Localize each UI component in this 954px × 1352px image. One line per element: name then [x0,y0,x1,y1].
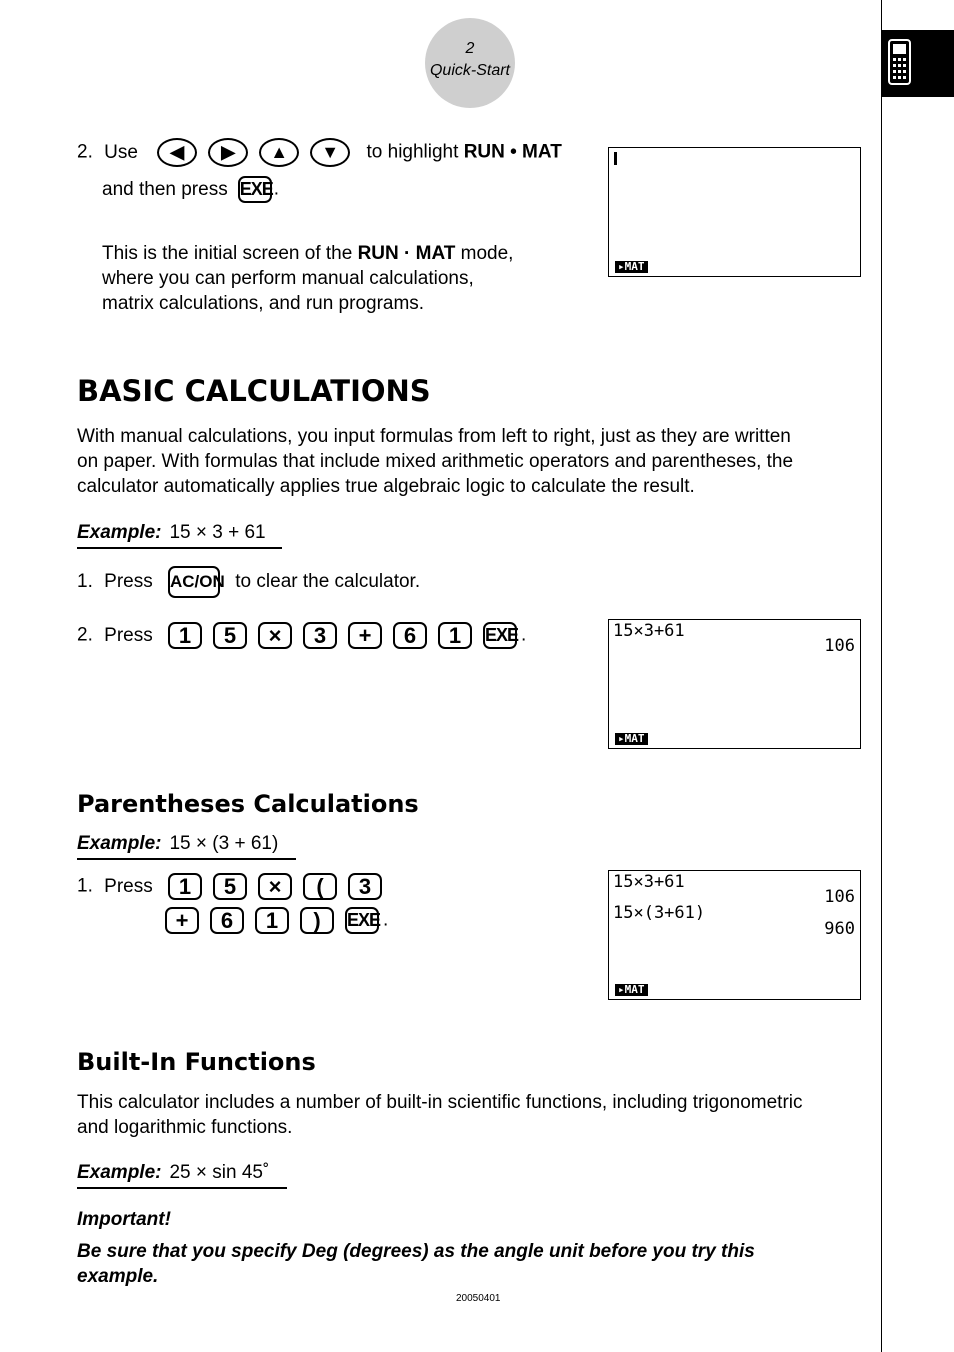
step-number: 2. [77,624,93,646]
screen-expression: 15×3+61 [613,621,685,641]
key-5: 5 [213,873,247,900]
calculator-icon [882,30,954,97]
ac-on-key: AC/ON [168,566,220,598]
example-basic [77,522,282,549]
open-paren-key: ( [303,873,337,900]
example-builtin [77,1162,287,1189]
builtin-intro [77,1090,867,1140]
intro-line: With manual calculations, you input formulas from left to right, just as they are written [77,426,791,447]
key-6: 6 [210,907,244,934]
section-title-parentheses: Parentheses Calculations [77,790,419,818]
mat-indicator: ▸MAT [615,984,648,996]
step-use-line2 [102,176,279,203]
chapter-tab [882,30,954,97]
page-number: 2 [465,40,475,57]
paren-step1 [77,873,393,900]
key-1: 1 [168,873,202,900]
step-text: and then press [102,178,228,200]
example-label: Example: [77,833,162,854]
desc-text: matrix calculations, and run programs. [102,293,425,314]
key-1: 1 [255,907,289,934]
screen-result: 960 [824,919,855,939]
intro-line: calculator automatically applies true algebraic logic to calculate the result. [77,476,695,497]
step-text: Use [104,141,138,163]
up-arrow-key: ▲ [259,138,299,167]
calc-screen-initial [608,147,861,277]
note-line: Be sure that you specify Deg (degrees) as the angle unit before you try this [77,1241,755,1262]
step-text: to clear the calculator. [235,571,421,593]
key-3: 3 [348,873,382,900]
step-number: 2. [77,141,93,163]
basic-step1 [77,566,420,598]
key-1: 1 [438,622,472,649]
important-label: Important! [77,1209,171,1230]
step-text: Press [104,624,153,646]
mat-indicator: ▸MAT [615,261,648,273]
run-mat-description [102,241,582,316]
example-expression: 15 × 3 + 61 [169,522,266,543]
left-arrow-key: ◀ [157,138,197,167]
basic-step2 [77,622,526,649]
intro-line: and logarithmic functions. [77,1117,293,1138]
mode-name: RUN · MAT [357,243,456,264]
period: . [273,178,279,200]
example-label: Example: [77,1162,162,1183]
step-number: 1. [77,571,93,593]
note-line: example. [77,1266,159,1287]
exe-key: EXE [238,176,272,203]
close-paren-key: ) [300,907,334,934]
step-text: Press [104,875,153,897]
multiply-key: × [258,873,292,900]
cursor [614,152,617,165]
step-number: 1. [77,875,93,897]
mat-indicator: ▸MAT [615,733,648,745]
down-arrow-key: ▼ [310,138,350,167]
section-title-basic: BASIC CALCULATIONS [77,374,431,408]
basic-intro [77,424,867,499]
step-text: Press [104,571,153,593]
screen-expression: 15×3+61 [613,872,685,892]
section-name: Quick-Start [429,62,510,79]
section-title-builtin: Built-In Functions [77,1048,316,1076]
step-use [77,138,597,167]
footer-code: 20050401 [456,1293,501,1304]
example-expression: 25 × sin 45˚ [169,1162,270,1183]
mode-name: RUN • MAT [463,141,562,163]
example-label: Example: [77,522,162,543]
exe-key: EXE [345,907,379,934]
screen-expression: 15×(3+61) [613,903,706,923]
intro-line: This calculator includes a number of built-in scientific functions, including trigonometric [77,1092,803,1113]
screen-result: 106 [824,887,855,907]
step-text: to highlight [366,141,459,163]
calc-screen-basic [608,619,861,749]
key-6: 6 [393,622,427,649]
period: . [383,909,389,931]
multiply-key: × [258,622,292,649]
plus-key: + [348,622,382,649]
important-note [77,1239,867,1289]
desc-text: where you can perform manual calculations, [102,268,474,289]
desc-text: This is the initial screen of the [102,243,353,264]
margin-rule [881,0,882,1352]
page-badge [425,18,515,108]
key-3: 3 [303,622,337,649]
example-expression: 15 × (3 + 61) [169,833,279,854]
calc-screen-parentheses [608,870,861,1000]
key-5: 5 [213,622,247,649]
example-parentheses [77,833,296,860]
plus-key: + [165,907,199,934]
exe-key: EXE [483,622,517,649]
right-arrow-key: ▶ [208,138,248,167]
key-1: 1 [168,622,202,649]
period: . [521,624,527,646]
intro-line: on paper. With formulas that include mixed arithmetic operators and parentheses, the [77,451,794,472]
paren-step1-line2 [165,907,388,934]
desc-text: mode, [460,243,514,264]
screen-result: 106 [824,636,855,656]
